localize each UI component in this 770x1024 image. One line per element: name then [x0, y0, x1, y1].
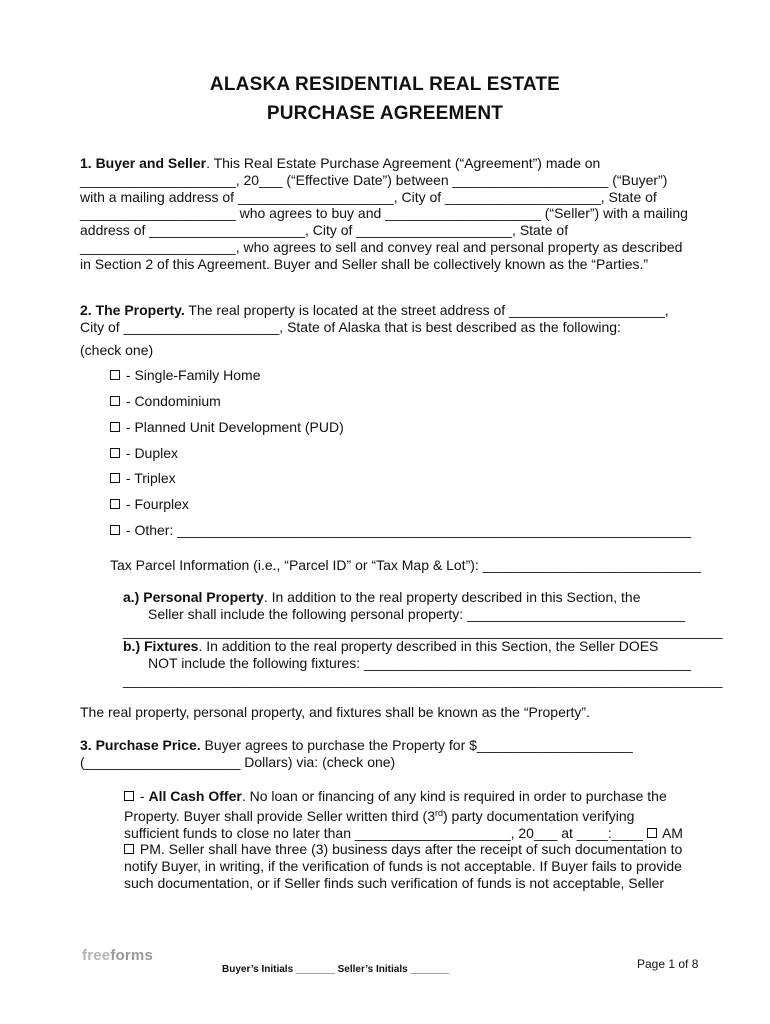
section-buyer-seller: 1. Buyer and Seller. This Real Estate Purchase Agreement (“Agreement”) made on ____________________, 20___ (“Effective Date”) between ____________________ (“Buyer”) with a mailing address of ____________________, City of ____________________, State of ____________________ who agrees to buy and ____________________ (“Seller”) with a mailing address of ____________________, City of ____________________, State of ____________________, who agrees to sell and convey real and personal property as described in Section 2 of this Agreement. Buyer and Seller shall be collectively known as the “Parties.” [80, 155, 688, 272]
am-checkbox[interactable] [647, 828, 657, 838]
checkbox[interactable] [110, 370, 120, 380]
option-duplex[interactable]: - Duplex [110, 445, 178, 461]
checkbox[interactable] [124, 791, 134, 801]
section-heading: 3. Purchase Price. [80, 737, 201, 753]
checkbox[interactable] [110, 448, 120, 458]
cash-offer-heading: All Cash Offer [148, 788, 242, 804]
option-pud[interactable]: - Planned Unit Development (PUD) [110, 419, 344, 435]
option-all-cash-offer: - All Cash Offer. No loan or financing of any kind is required in order to purchase the Property. Buyer shall provide Seller written third (3rd) party documentation verifying sufficient funds to close no later than ____________________, 20___ at ____:____ AM PM. Seller shall have three (3) business days after the receipt of such documentation to notify Buyer, in writing, if the verification of funds is not acceptable. If Buyer fails to provide such documentation, or if Seller finds such verification of funds is not acceptable, Seller [124, 788, 683, 891]
checkbox[interactable] [110, 396, 120, 406]
subsection-fixtures: b.) Fixtures. In addition to the real property described in this Section, the Seller DOES NOT include the following fixtures: __________________________________________ _____________________________________________________________________________ [123, 638, 723, 688]
subsection-personal-property: a.) Personal Property. In addition to the real property described in this Section, the Seller shall include the following personal property: ____________________________ _____________________________________________________________________________ [123, 589, 723, 639]
section-purchase-price: 3. Purchase Price. Buyer agrees to purchase the Property for $____________________ (____________________ Dollars) via: (check one) [80, 737, 633, 770]
document-title-line-1: ALASKA RESIDENTIAL REAL ESTATE [209, 74, 561, 95]
document-title-line-2: PURCHASE AGREEMENT [266, 103, 504, 124]
section-property: 2. The Property. The real property is located at the street address of ____________________, City of ____________________, State of Alaska that is best described as the following: [80, 302, 669, 335]
pm-checkbox[interactable] [124, 844, 134, 854]
section-heading: 1. Buyer and Seller [80, 155, 207, 171]
checkbox[interactable] [110, 525, 120, 535]
option-fourplex[interactable]: - Fourplex [110, 496, 189, 512]
subsection-heading: a.) Personal Property [123, 589, 264, 605]
checkbox[interactable] [110, 499, 120, 509]
option-other[interactable]: - Other: __________________________________________________________________ [110, 522, 691, 538]
option-single-family-home[interactable]: - Single-Family Home [110, 367, 260, 383]
freeforms-logo: freeforms [82, 947, 154, 964]
option-condominium[interactable]: - Condominium [110, 393, 221, 409]
section-heading: 2. The Property. [80, 302, 185, 318]
subsection-heading: b.) Fixtures [123, 638, 199, 654]
initials-line: Buyer’s Initials _______ Seller’s Initials _______ [222, 964, 450, 975]
option-triplex[interactable]: - Triplex [110, 470, 176, 486]
tax-parcel-information: Tax Parcel Information (i.e., “Parcel ID” or “Tax Map & Lot”): ____________________________ [110, 557, 701, 573]
checkbox[interactable] [110, 473, 120, 483]
property-definition: The real property, personal property, and fixtures shall be known as the “Property”. [80, 704, 590, 720]
page-number: Page 1 of 8 [637, 957, 699, 971]
checkbox[interactable] [110, 422, 120, 432]
check-one-label: (check one) [80, 342, 154, 358]
